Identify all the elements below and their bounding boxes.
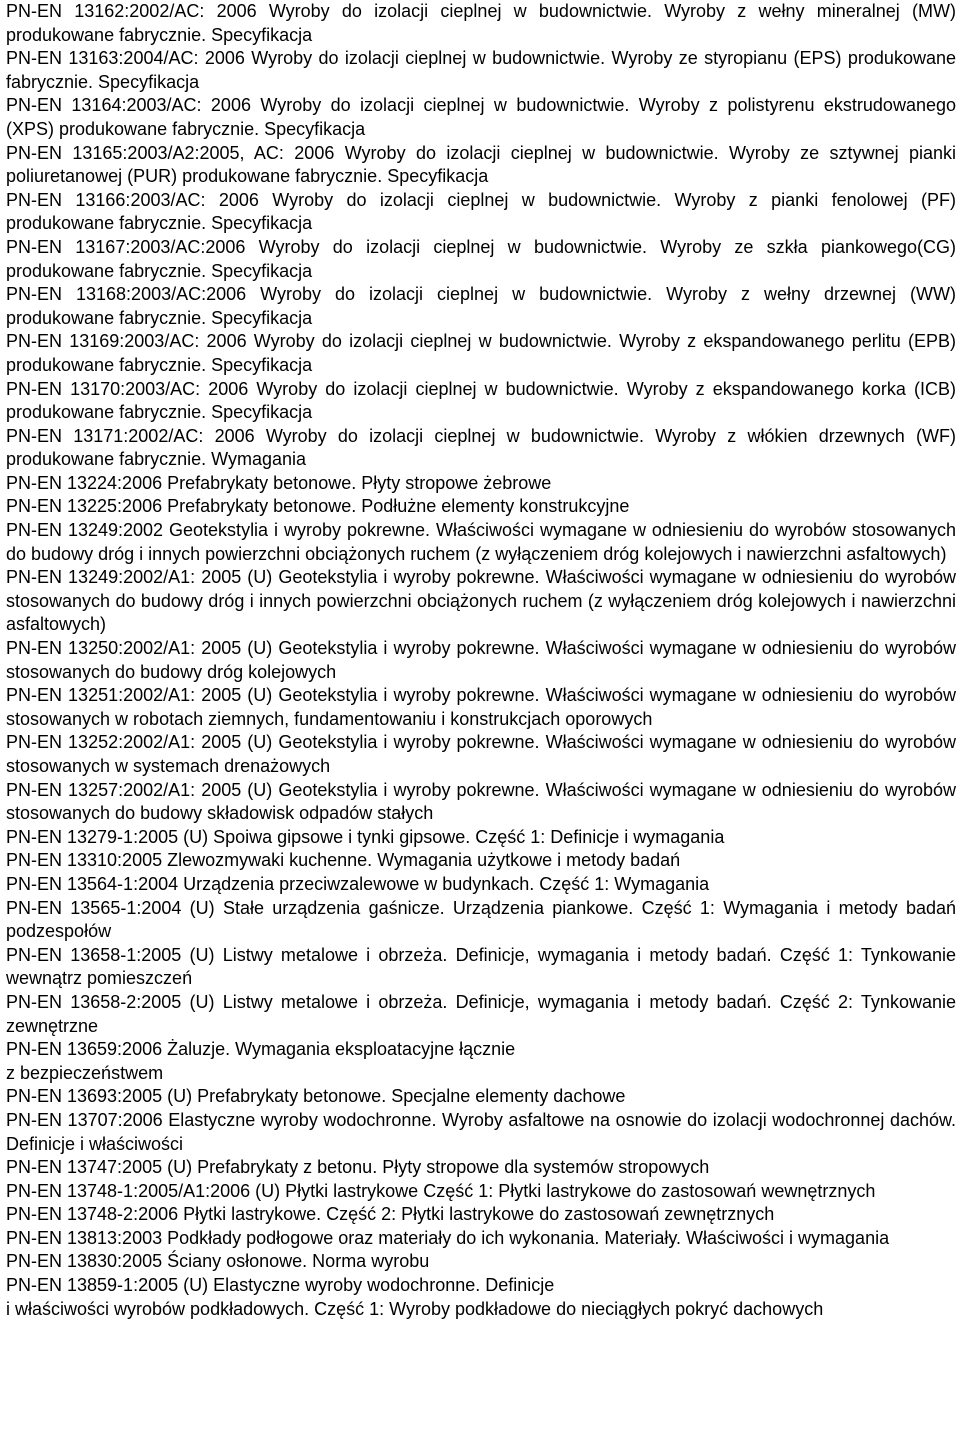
standard-entry — [6, 94, 956, 141]
standard-entry-text: PN-EN 13163:2004/AC: 2006 Wyroby do izolacji cieplnej w budownictwie. Wyroby ze styropianu (EPS) produkowane fabrycznie. Specyfikacja — [6, 48, 956, 92]
standard-entry — [6, 472, 956, 496]
standard-entry — [6, 47, 956, 94]
standard-entry-text: PN-EN 13658-2:2005 (U) Listwy metalowe i obrzeża. Definicje, wymagania i metody badań. Część 2: Tynkowanie zewnętrzne — [6, 991, 956, 1036]
standards-list — [6, 0, 956, 1321]
standard-entry-text: PN-EN 13170:2003/AC: 2006 Wyroby do izolacji cieplnej w budownictwie. Wyroby z ekspandowanego korka (ICB) produkowane fabrycznie. Specyfikacja — [6, 378, 956, 423]
standard-entry — [6, 495, 956, 519]
standard-entry — [6, 425, 956, 472]
standard-entry — [6, 991, 956, 1038]
standard-entry-text: PN-EN 13747:2005 (U) Prefabrykaty z betonu. Płyty stropowe dla systemów stropowych — [6, 1157, 710, 1178]
standard-entry — [6, 849, 956, 873]
standard-entry — [6, 142, 956, 189]
standard-entry-text: PN-EN 13169:2003/AC: 2006 Wyroby do izolacji cieplnej w budownictwie. Wyroby z ekspandowanego perlitu (EPB) produkowane fabrycznie. Specyfikacja — [6, 331, 956, 375]
standard-entry — [6, 0, 956, 47]
standard-entry — [6, 684, 956, 731]
standard-entry-text: PN-EN 13859-1:2005 (U) Elastyczne wyroby wodochronne. Definicje i właściwości wyrobów podkładowych. Część 1: Wyroby podkładowe do nieciągłych pokryć dachowych — [6, 1275, 824, 1319]
standard-entry — [6, 1038, 956, 1085]
standard-entry-text: PN-EN 13257:2002/A1: 2005 (U) Geotekstylia i wyroby pokrewne. Właściwości wymagane w odniesieniu do wyrobów stosowanych do budowy składowisk odpadów stałych — [6, 779, 956, 824]
standard-entry-text: PN-EN 13310:2005 Zlewozmywaki kuchenne. Wymagania użytkowe i metody badań — [6, 850, 681, 871]
standard-entry — [6, 283, 956, 330]
standard-entry-text: PN-EN 13167:2003/AC:2006 Wyroby do izolacji cieplnej w budownictwie. Wyroby ze szkła piankowego(CG) produkowane fabrycznie. Specyfikacja — [6, 236, 956, 281]
standard-entry — [6, 1227, 956, 1251]
standard-entry-text: PN-EN 13168:2003/AC:2006 Wyroby do izolacji cieplnej w budownictwie. Wyroby z wełny drzewnej (WW) produkowane fabrycznie. Specyfikacja — [6, 284, 956, 328]
standard-entry-text: PN-EN 13707:2006 Elastyczne wyroby wodochronne. Wyroby asfaltowe na osnowie do izolacji wodochronnej dachów. Definicje i właściwości — [6, 1109, 956, 1154]
standard-entry — [6, 1085, 956, 1109]
standard-entry — [6, 330, 956, 377]
standard-entry — [6, 637, 956, 684]
standard-entry — [6, 944, 956, 991]
standard-entry — [6, 1156, 956, 1180]
standard-entry — [6, 378, 956, 425]
standard-entry — [6, 731, 956, 778]
standard-entry — [6, 236, 956, 283]
standard-entry-text: PN-EN 13165:2003/A2:2005, AC: 2006 Wyroby do izolacji cieplnej w budownictwie. Wyroby ze sztywnej pianki poliuretanowej (PUR) produkowane fabrycznie. Specyfikacja — [6, 142, 956, 187]
standard-entry — [6, 779, 956, 826]
standard-entry-text: PN-EN 13279-1:2005 (U) Spoiwa gipsowe i tynki gipsowe. Część 1: Definicje i wymagania — [6, 826, 725, 847]
standard-entry-text: PN-EN 13659:2006 Żaluzje. Wymagania eksploatacyjne łącznie z bezpieczeństwem — [6, 1039, 516, 1083]
standard-entry — [6, 1180, 956, 1204]
standard-entry-text: PN-EN 13813:2003 Podkłady podłogowe oraz materiały do ich wykonania. Materiały. Właściwości i wymagania — [6, 1227, 890, 1248]
standard-entry-text: PN-EN 13166:2003/AC: 2006 Wyroby do izolacji cieplnej w budownictwie. Wyroby z pianki fenolowej (PF) produkowane fabrycznie. Specyfikacja — [6, 189, 956, 234]
standard-entry-text: PN-EN 13565-1:2004 (U) Stałe urządzenia gaśnicze. Urządzenia piankowe. Część 1: Wymagania i metody badań podzespołów — [6, 897, 956, 942]
standard-entry-text: PN-EN 13252:2002/A1: 2005 (U) Geotekstylia i wyroby pokrewne. Właściwości wymagane w odniesieniu do wyrobów stosowanych w systemach drenażowych — [6, 732, 956, 776]
standard-entry — [6, 566, 956, 637]
standard-entry-text: PN-EN 13162:2002/AC: 2006 Wyroby do izolacji cieplnej w budownictwie. Wyroby z wełny mineralnej (MW) produkowane fabrycznie. Specyfikacja — [6, 1, 956, 45]
standard-entry-text: PN-EN 13250:2002/A1: 2005 (U) Geotekstylia i wyroby pokrewne. Właściwości wymagane w odniesieniu do wyrobów stosowanych do budowy dróg kolejowych — [6, 638, 956, 682]
standard-entry — [6, 1203, 956, 1227]
standard-entry-text: PN-EN 13830:2005 Ściany osłonowe. Norma wyrobu — [6, 1251, 430, 1272]
standard-entry-text: PN-EN 13249:2002 Geotekstylia i wyroby pokrewne. Właściwości wymagane w odniesieniu do wyrobów stosowanych do budowy dróg i innych powierzchni obciążonych ruchem (z wyłączeniem dróg kolejowych i nawierzchni asfaltowych) — [6, 520, 956, 564]
standard-entry-text: PN-EN 13249:2002/A1: 2005 (U) Geotekstylia i wyroby pokrewne. Właściwości wymagane w odniesieniu do wyrobów stosowanych do budowy dróg i innych powierzchni obciążonych ruchem (z wyłączeniem dróg kolejowych i nawierzchni asfaltowych) — [6, 567, 956, 635]
standard-entry — [6, 519, 956, 566]
standard-entry-text: PN-EN 13164:2003/AC: 2006 Wyroby do izolacji cieplnej w budownictwie. Wyroby z polistyrenu ekstrudowanego (XPS) produkowane fabrycznie. Specyfikacja — [6, 95, 956, 139]
standard-entry-text: PN-EN 13251:2002/A1: 2005 (U) Geotekstylia i wyroby pokrewne. Właściwości wymagane w odniesieniu do wyrobów stosowanych w robotach ziemnych, fundamentowaniu i konstrukcjach oporowych — [6, 685, 956, 729]
standard-entry-text: PN-EN 13748-1:2005/A1:2006 (U) Płytki lastrykowe Część 1: Płytki lastrykowe do zastosowań wewnętrznych — [6, 1180, 876, 1201]
standard-entry — [6, 897, 956, 944]
standard-entry — [6, 1109, 956, 1156]
standard-entry — [6, 1250, 956, 1274]
standard-entry — [6, 189, 956, 236]
standard-entry — [6, 1274, 956, 1321]
standard-entry-text: PN-EN 13693:2005 (U) Prefabrykaty betonowe. Specjalne elementy dachowe — [6, 1086, 626, 1107]
standard-entry-text: PN-EN 13225:2006 Prefabrykaty betonowe. Podłużne elementy konstrukcyjne — [6, 496, 630, 517]
standard-entry-text: PN-EN 13564-1:2004 Urządzenia przeciwzalewowe w budynkach. Część 1: Wymagania — [6, 873, 710, 894]
standard-entry-text: PN-EN 13748-2:2006 Płytki lastrykowe. Część 2: Płytki lastrykowe do zastosowań zewnętrznych — [6, 1204, 775, 1225]
standard-entry — [6, 826, 956, 850]
standard-entry-text: PN-EN 13171:2002/AC: 2006 Wyroby do izolacji cieplnej w budownictwie. Wyroby z włókien drzewnych (WF) produkowane fabrycznie. Wymagania — [6, 425, 956, 470]
standard-entry — [6, 873, 956, 897]
standard-entry-text: PN-EN 13658-1:2005 (U) Listwy metalowe i obrzeża. Definicje, wymagania i metody badań. Część 1: Tynkowanie wewnątrz pomieszczeń — [6, 944, 956, 989]
standard-entry-text: PN-EN 13224:2006 Prefabrykaty betonowe. Płyty stropowe żebrowe — [6, 472, 552, 493]
